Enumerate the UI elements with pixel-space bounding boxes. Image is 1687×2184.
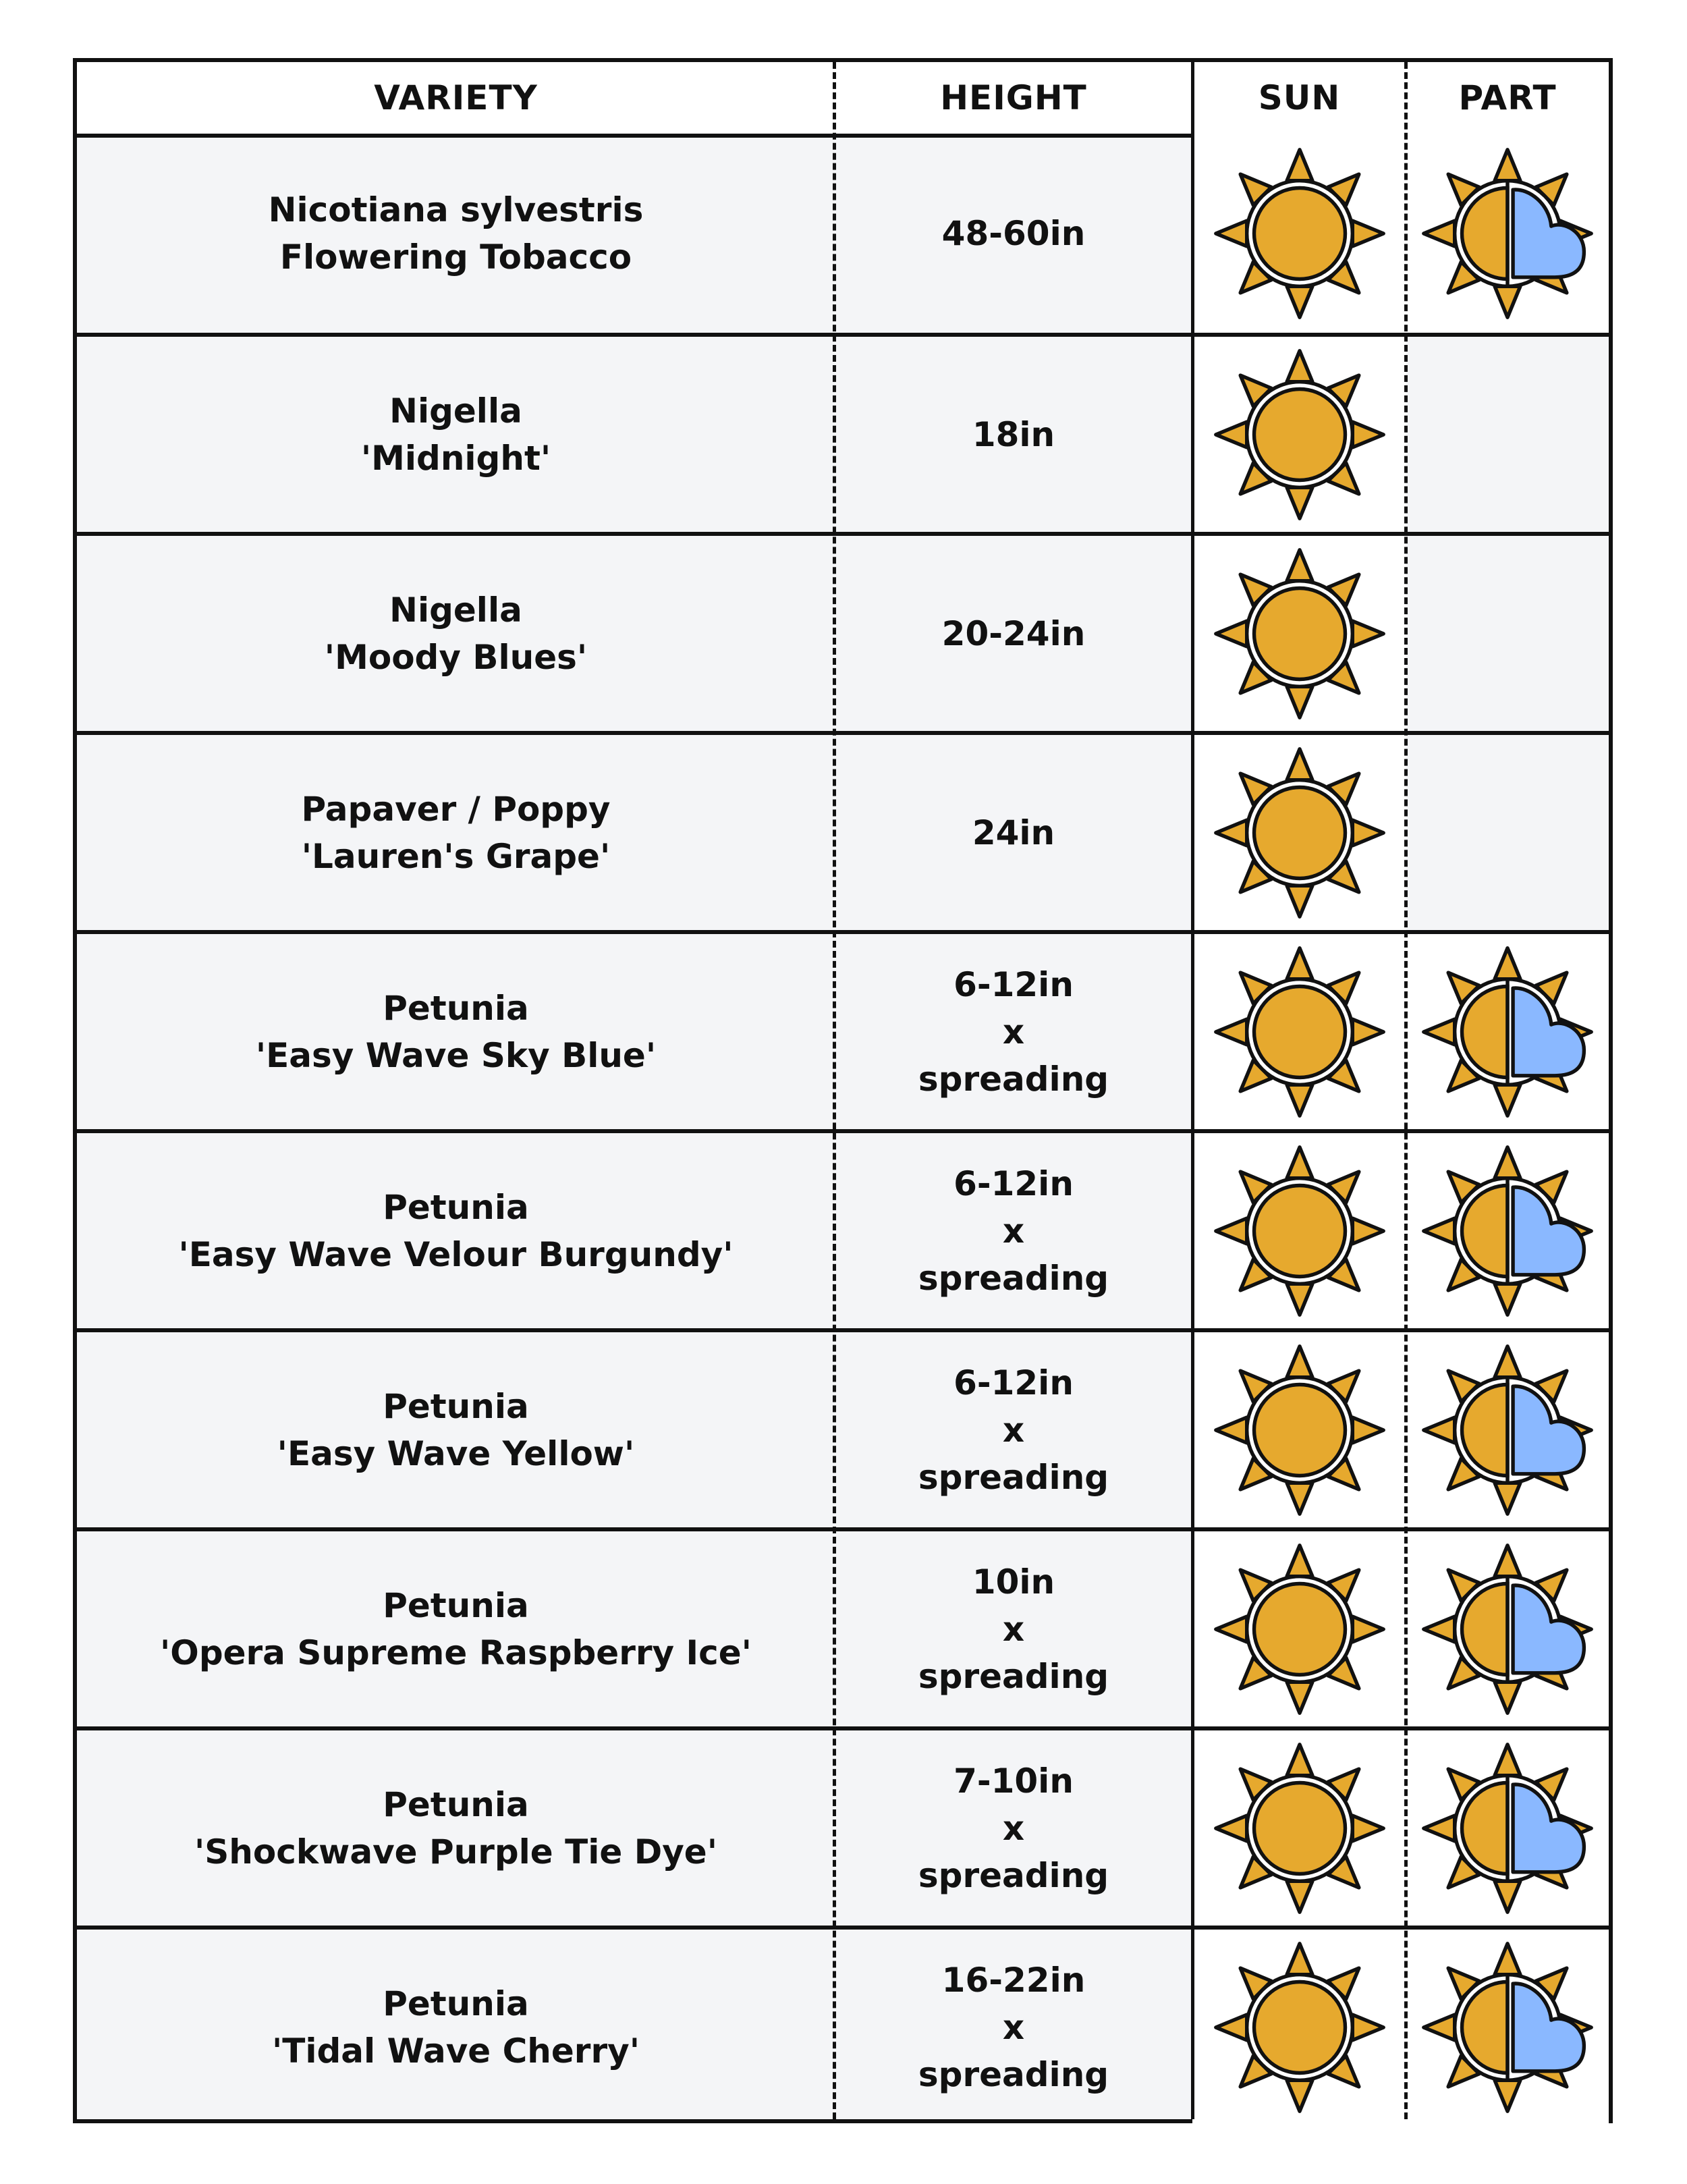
variety-cell xyxy=(77,337,835,532)
height-line: spreading xyxy=(918,1855,1109,1895)
full-sun-icon xyxy=(1209,941,1391,1123)
part-cell xyxy=(1406,735,1609,930)
variety-cell xyxy=(77,1531,835,1726)
height-line: spreading xyxy=(918,1656,1109,1696)
height-cell xyxy=(835,1332,1192,1527)
table-row xyxy=(77,1926,1609,2125)
sun-cell xyxy=(1192,1730,1406,1926)
variety-name: Petunia xyxy=(383,1386,529,1426)
height-line: x xyxy=(1002,1410,1025,1450)
variety-cell xyxy=(77,1930,835,2125)
table-row xyxy=(77,731,1609,930)
height-line: spreading xyxy=(918,1457,1109,1497)
part-sun-icon xyxy=(1416,1737,1599,1919)
header-sun: SUN xyxy=(1258,78,1341,117)
height-line: 16-22in xyxy=(941,1960,1086,2000)
full-sun-icon xyxy=(1209,1140,1391,1322)
variety-cell xyxy=(77,735,835,930)
divider-variety-height xyxy=(833,62,836,2119)
full-sun-icon xyxy=(1209,142,1391,325)
full-sun-icon xyxy=(1209,344,1391,526)
header-height: HEIGHT xyxy=(940,78,1087,117)
table-row xyxy=(77,134,1609,333)
variety-cell xyxy=(77,1730,835,1926)
full-sun-icon xyxy=(1209,1737,1391,1919)
variety-cultivar: 'Easy Wave Yellow' xyxy=(277,1434,635,1473)
variety-cell xyxy=(77,1332,835,1527)
sun-cell xyxy=(1192,1332,1406,1527)
height-cell xyxy=(835,1930,1192,2125)
height-cell xyxy=(835,735,1192,930)
height-line: 20-24in xyxy=(941,613,1086,653)
table-row xyxy=(77,333,1609,532)
variety-name: Nigella xyxy=(389,391,522,431)
variety-name: Petunia xyxy=(383,988,529,1028)
sun-cell xyxy=(1192,735,1406,930)
variety-cultivar: 'Opera Supreme Raspberry Ice' xyxy=(160,1633,752,1672)
height-line: 18in xyxy=(972,414,1055,454)
table-header xyxy=(77,62,1609,138)
variety-name: Petunia xyxy=(383,1585,529,1625)
variety-cell xyxy=(77,134,835,333)
variety-cultivar: 'Easy Wave Sky Blue' xyxy=(255,1035,657,1075)
height-line: x xyxy=(1002,1012,1025,1052)
height-line: x xyxy=(1002,1211,1025,1251)
part-sun-icon xyxy=(1416,941,1599,1123)
variety-cultivar: Flowering Tobacco xyxy=(279,237,632,277)
height-line: 6-12in xyxy=(953,964,1074,1004)
part-sun-icon xyxy=(1416,1936,1599,2119)
part-cell xyxy=(1406,337,1609,532)
table-row xyxy=(77,532,1609,731)
plant-table xyxy=(73,58,1613,2123)
variety-cultivar: 'Shockwave Purple Tie Dye' xyxy=(194,1832,718,1872)
part-sun-icon xyxy=(1416,1538,1599,1720)
height-cell xyxy=(835,536,1192,731)
divider-height-sun xyxy=(1191,62,1194,2119)
variety-name: Nigella xyxy=(389,590,522,630)
part-cell xyxy=(1406,536,1609,731)
variety-cultivar: 'Midnight' xyxy=(360,438,551,478)
full-sun-icon xyxy=(1209,742,1391,924)
height-line: spreading xyxy=(918,2054,1109,2094)
variety-cultivar: 'Tidal Wave Cherry' xyxy=(271,2031,640,2071)
table-row xyxy=(77,1726,1609,1926)
header-variety: VARIETY xyxy=(374,78,538,117)
height-line: 7-10in xyxy=(953,1761,1074,1801)
height-line: x xyxy=(1002,1808,1025,1848)
full-sun-icon xyxy=(1209,1936,1391,2119)
height-cell xyxy=(835,934,1192,1129)
part-cell xyxy=(1406,1332,1609,1527)
height-cell xyxy=(835,337,1192,532)
variety-name: Petunia xyxy=(383,1784,529,1824)
height-cell xyxy=(835,1531,1192,1726)
variety-name: Papaver / Poppy xyxy=(301,789,611,829)
height-cell xyxy=(835,134,1192,333)
variety-name: Petunia xyxy=(383,1187,529,1227)
height-line: 6-12in xyxy=(953,1363,1074,1402)
height-line: spreading xyxy=(918,1059,1109,1099)
table-row xyxy=(77,1129,1609,1328)
full-sun-icon xyxy=(1209,1538,1391,1720)
full-sun-icon xyxy=(1209,1339,1391,1521)
part-cell xyxy=(1406,134,1609,333)
part-cell xyxy=(1406,1930,1609,2125)
table-row xyxy=(77,930,1609,1129)
height-cell xyxy=(835,1133,1192,1328)
part-cell xyxy=(1406,1531,1609,1726)
sun-cell xyxy=(1192,337,1406,532)
height-line: x xyxy=(1002,2007,1025,2047)
variety-cultivar: 'Moody Blues' xyxy=(324,637,588,677)
height-line: x xyxy=(1002,1609,1025,1649)
sun-cell xyxy=(1192,1133,1406,1328)
part-sun-icon xyxy=(1416,1339,1599,1521)
height-line: 10in xyxy=(972,1562,1055,1602)
table-row xyxy=(77,1527,1609,1726)
part-sun-icon xyxy=(1416,1140,1599,1322)
part-cell xyxy=(1406,934,1609,1129)
divider-sun-part xyxy=(1404,62,1408,2119)
height-line: 24in xyxy=(972,813,1055,852)
full-sun-icon xyxy=(1209,543,1391,725)
table-row xyxy=(77,1328,1609,1527)
sun-cell xyxy=(1192,934,1406,1129)
header-part: PART xyxy=(1458,78,1557,117)
sun-cell xyxy=(1192,134,1406,333)
variety-cell xyxy=(77,934,835,1129)
height-line: 48-60in xyxy=(941,213,1086,253)
part-cell xyxy=(1406,1133,1609,1328)
sun-cell xyxy=(1192,1531,1406,1726)
height-line: spreading xyxy=(918,1258,1109,1298)
variety-cell xyxy=(77,536,835,731)
height-cell xyxy=(835,1730,1192,1926)
variety-name: Petunia xyxy=(383,1984,529,2023)
sun-cell xyxy=(1192,536,1406,731)
variety-cell xyxy=(77,1133,835,1328)
variety-cultivar: 'Easy Wave Velour Burgundy' xyxy=(178,1234,734,1274)
height-line: 6-12in xyxy=(953,1164,1074,1203)
part-sun-icon xyxy=(1416,142,1599,325)
variety-name: Nicotiana sylvestris xyxy=(268,190,644,229)
variety-cultivar: 'Lauren's Grape' xyxy=(301,836,611,876)
part-cell xyxy=(1406,1730,1609,1926)
sun-cell xyxy=(1192,1930,1406,2125)
